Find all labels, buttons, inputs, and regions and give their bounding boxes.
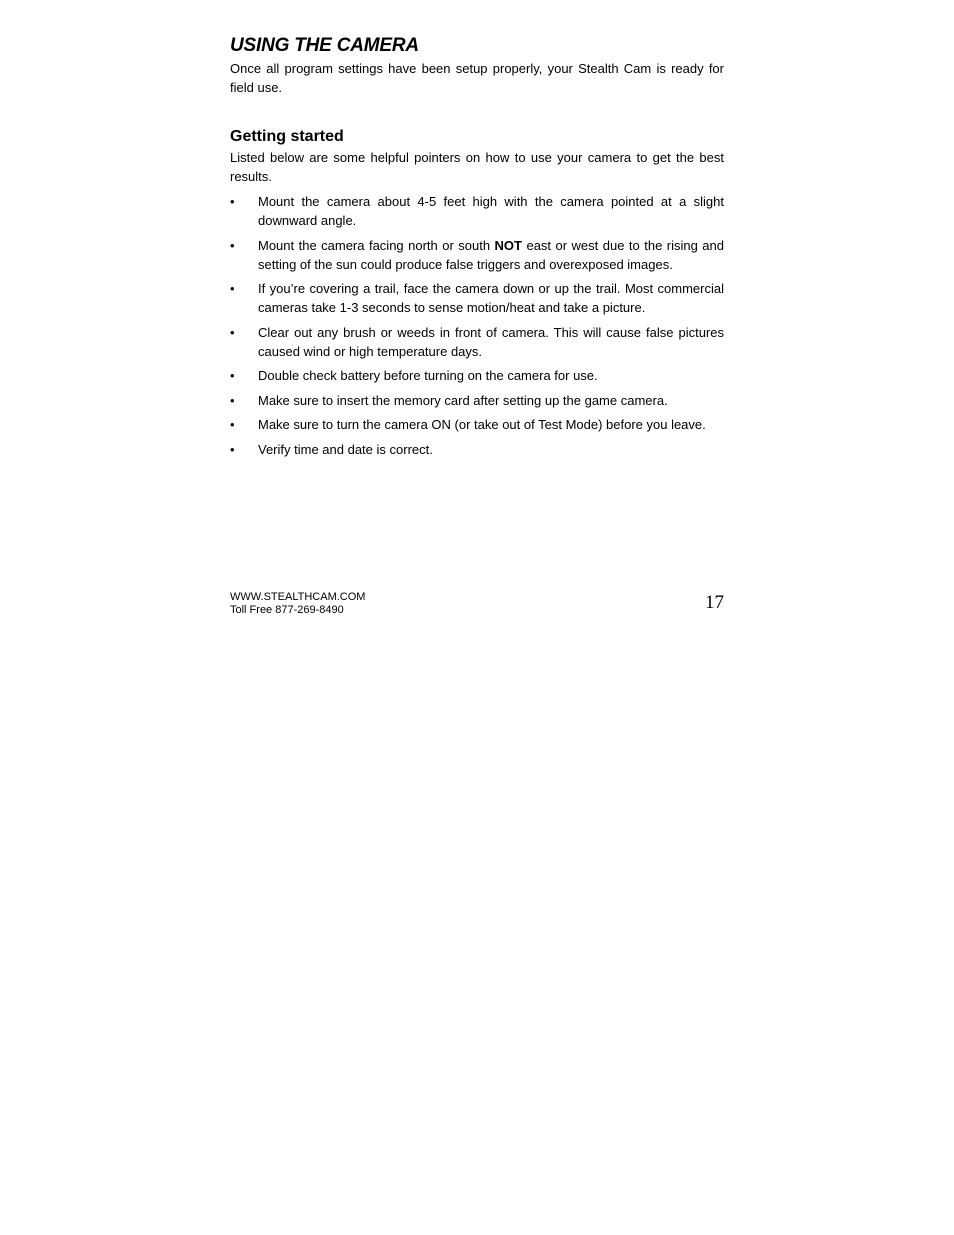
list-item-text: If you’re covering a trail, face the camera down or up the trail. Most commercial cameras take 1-3 seconds to sense motion/heat and take a picture. <box>258 281 724 315</box>
list-item <box>230 415 724 434</box>
list-item-text: Make sure to insert the memory card after setting up the game camera. <box>258 392 668 408</box>
bullet-icon: • <box>230 324 235 340</box>
bullet-icon: • <box>230 417 235 432</box>
section-intro: Listed below are some helpful pointers on how to use your camera to get the best results. <box>230 150 724 184</box>
list-item-text: Mount the camera about 4-5 feet high with the camera pointed at a slight downward angle. <box>258 194 724 228</box>
list-item-text-before: Mount the camera facing north or south <box>258 237 495 253</box>
list-item <box>230 192 724 230</box>
page-title: USING THE CAMERA <box>230 35 419 56</box>
list-item-text: Verify time and date is correct. <box>258 441 433 457</box>
footer-website: WWW.STEALTHCAM.COM <box>230 591 366 603</box>
list-item-text: Double check battery before turning on the camera for use. <box>258 368 598 383</box>
footer-phone: Toll Free 877-269-8490 <box>230 603 344 616</box>
emphasis-not: NOT <box>494 237 522 253</box>
list-item <box>230 391 724 410</box>
bullet-icon: • <box>230 368 235 383</box>
list-item <box>230 236 724 274</box>
list-item <box>230 440 724 459</box>
list-item <box>230 323 724 361</box>
intro-paragraph: Once all program settings have been setup properly, your Stealth Cam is ready for field use. <box>230 61 724 95</box>
bullet-icon: • <box>230 237 235 253</box>
list-item <box>230 279 724 317</box>
page-content <box>230 33 724 464</box>
page-number: 17 <box>705 592 724 613</box>
section-heading: Getting started <box>230 128 344 145</box>
bullet-icon: • <box>230 392 235 408</box>
bullet-icon: • <box>230 281 235 296</box>
bullet-icon: • <box>230 194 235 209</box>
list-item-text: Make sure to turn the camera ON (or take out of Test Mode) before you leave. <box>258 417 706 432</box>
list-item-text: Clear out any brush or weeds in front of camera. This will cause false pictures caused wind or high temperature days. <box>258 324 724 359</box>
page-footer <box>230 591 724 621</box>
bullet-icon: • <box>230 441 235 457</box>
footer-contact <box>230 591 365 616</box>
tips-list <box>230 192 724 459</box>
list-item-text-after: east or west due to the rising and setting of the sun could produce false triggers and overexposed images. <box>258 237 724 272</box>
list-item <box>230 366 724 385</box>
